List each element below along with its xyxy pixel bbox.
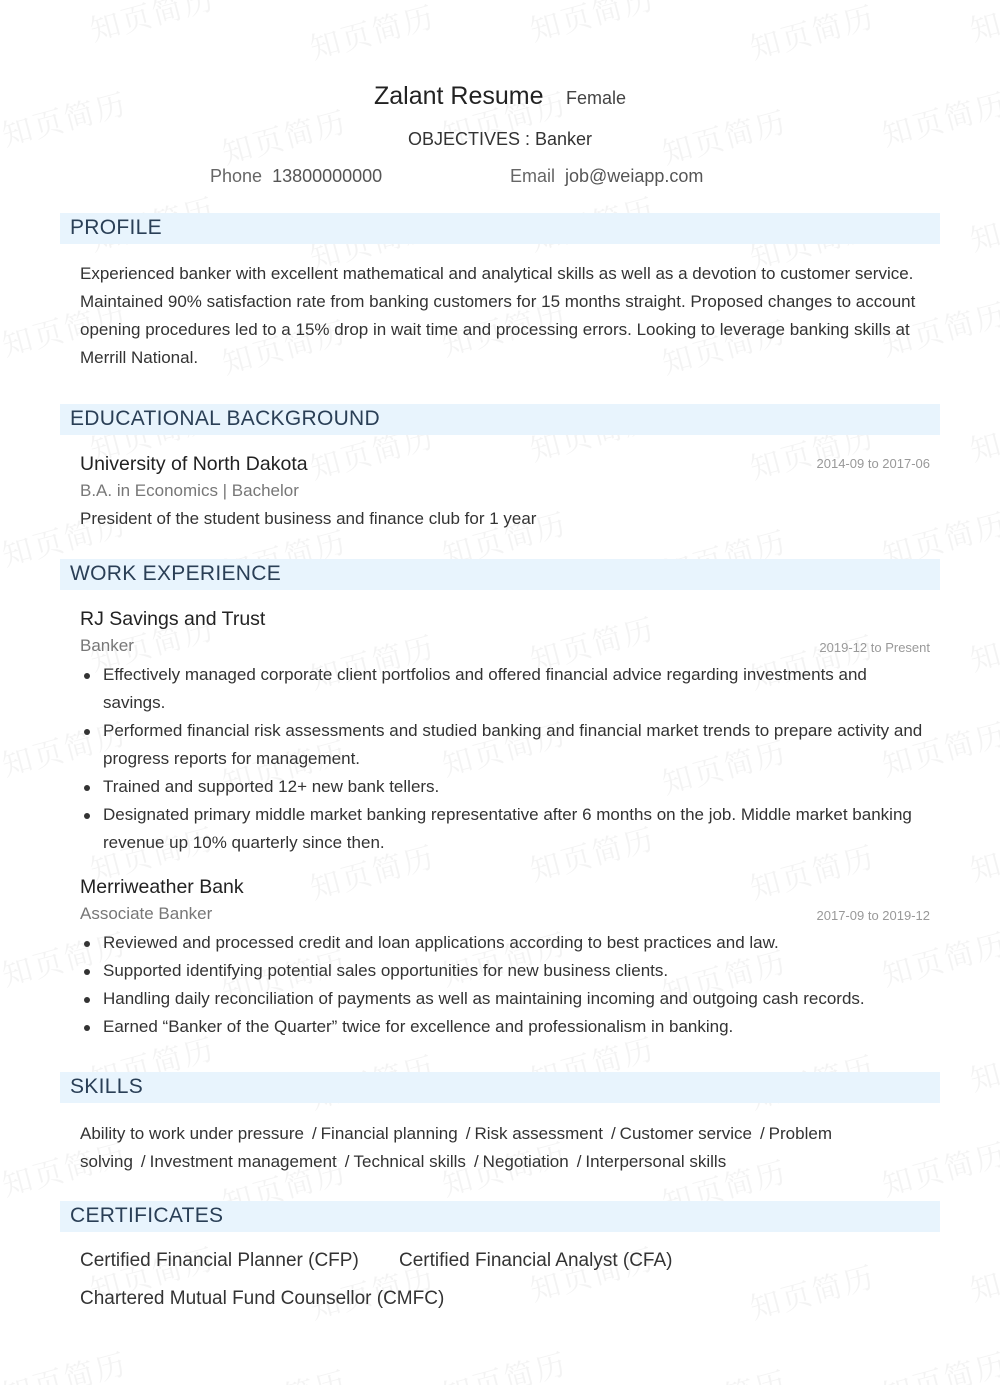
watermark-text	[436, 1339, 571, 1385]
watermark-text	[84, 0, 219, 50]
section-title-profile: PROFILE	[70, 216, 162, 239]
skill-separator: /	[576, 1152, 582, 1171]
certificates-section-header	[60, 1201, 940, 1232]
job-bullets	[80, 661, 930, 857]
watermark-text	[964, 0, 1000, 50]
education-section-header	[60, 404, 940, 435]
skill-item: Problem solving	[80, 1124, 832, 1171]
job-bullet: Reviewed and processed credit and loan applications according to best practices and law.	[80, 929, 930, 957]
job-role: Associate Banker	[80, 904, 213, 923]
phone-label: Phone	[210, 166, 263, 186]
skill-item: Financial planning	[320, 1124, 458, 1143]
watermark-text	[964, 1234, 1000, 1310]
job-dates: 2017-09 to 2019-12	[816, 908, 930, 923]
skill-item: Interpersonal skills	[585, 1152, 727, 1171]
watermark-text	[0, 1339, 132, 1385]
email-label: Email	[510, 166, 556, 186]
watermark-text	[964, 604, 1000, 680]
name-row	[0, 82, 1000, 111]
skill-item: Technical skills	[353, 1152, 466, 1171]
watermark-text	[744, 1252, 879, 1328]
job-bullet: Supported identifying potential sales opportunities for new business clients.	[80, 957, 930, 985]
education-detail: President of the student business and finance club for 1 year	[80, 509, 537, 528]
skill-item: Customer service	[619, 1124, 752, 1143]
skill-item: Investment management	[149, 1152, 337, 1171]
skill-separator: /	[610, 1124, 616, 1143]
job-bullets	[80, 929, 930, 1041]
watermark-text	[964, 184, 1000, 260]
certificate-item: Certified Financial Analyst (CFA)	[399, 1250, 673, 1271]
section-title-work: WORK EXPERIENCE	[70, 562, 282, 585]
school-name: University of North Dakota	[80, 453, 308, 475]
skill-item: Negotiation	[482, 1152, 569, 1171]
skills-section-header	[60, 1072, 940, 1103]
job-bullet: Earned “Banker of the Quarter” twice for excellence and professionalism in banking.	[80, 1013, 930, 1041]
job-dates: 2019-12 to Present	[819, 640, 930, 655]
profile-section-header	[60, 213, 940, 244]
watermark-text	[964, 1024, 1000, 1100]
job-bullet: Designated primary middle market banking representative after 6 months on the job. Middle market banking revenue up 10% quarterly since then.	[80, 801, 930, 857]
email-contact	[510, 166, 703, 187]
skill-item: Ability to work under pressure	[80, 1124, 304, 1143]
section-title-certificates: CERTIFICATES	[70, 1204, 224, 1227]
skill-separator: /	[140, 1152, 146, 1171]
job-bullet: Handling daily reconciliation of payments as well as maintaining incoming and outgoing cash records.	[80, 985, 930, 1013]
watermark-text	[876, 1339, 1000, 1385]
watermark-text	[524, 1234, 659, 1310]
company-name: Merriweather Bank	[80, 876, 244, 898]
watermark-text	[656, 1357, 791, 1385]
company-name: RJ Savings and Trust	[80, 608, 266, 630]
candidate-name: Zalant Resume	[373, 82, 544, 110]
watermark-text	[964, 814, 1000, 890]
education-dates: 2014-09 to 2017-06	[816, 456, 930, 471]
skill-separator: /	[311, 1124, 317, 1143]
certificate-item: Chartered Mutual Fund Counsellor (CMFC)	[80, 1288, 445, 1309]
candidate-gender: Female	[565, 88, 626, 108]
work-section-header	[60, 559, 940, 590]
job-bullet: Trained and supported 12+ new bank tellers.	[80, 773, 930, 801]
section-title-skills: SKILLS	[70, 1075, 144, 1098]
profile-text: Experienced banker with excellent mathematical and analytical skills as well as a devotion to customer service. Maintained 90% satisfaction rate from banking customers for 15 months straight. Proposed changes to account opening procedures led to a 15% drop in wait time and processing errors. Looking to leverage banking skills at Merrill National.	[80, 264, 916, 367]
skills-list	[80, 1120, 930, 1176]
email-value: job@weiapp.com	[565, 166, 704, 186]
watermark-text	[216, 1357, 351, 1385]
skill-separator: /	[473, 1152, 479, 1171]
skill-separator: /	[465, 1124, 471, 1143]
watermark-text	[964, 394, 1000, 470]
watermark-text	[744, 0, 879, 68]
phone-contact	[210, 166, 382, 187]
objective: OBJECTIVES : Banker	[407, 129, 593, 149]
watermark-text	[304, 0, 439, 68]
watermark-text	[524, 0, 659, 50]
skill-separator: /	[759, 1124, 765, 1143]
degree: B.A. in Economics | Bachelor	[80, 481, 299, 500]
job-bullet: Performed financial risk assessments and studied banking and financial market trends to prepare activity and progress reports for management.	[80, 717, 930, 773]
section-title-education: EDUCATIONAL BACKGROUND	[70, 407, 380, 430]
phone-value: 13800000000	[272, 166, 383, 186]
job-bullet: Effectively managed corporate client portfolios and offered financial advice regarding investments and savings.	[80, 661, 930, 717]
skill-separator: /	[344, 1152, 350, 1171]
certificate-item: Certified Financial Planner (CFP)	[80, 1250, 359, 1271]
skill-item: Risk assessment	[474, 1124, 603, 1143]
job-role: Banker	[80, 636, 134, 655]
